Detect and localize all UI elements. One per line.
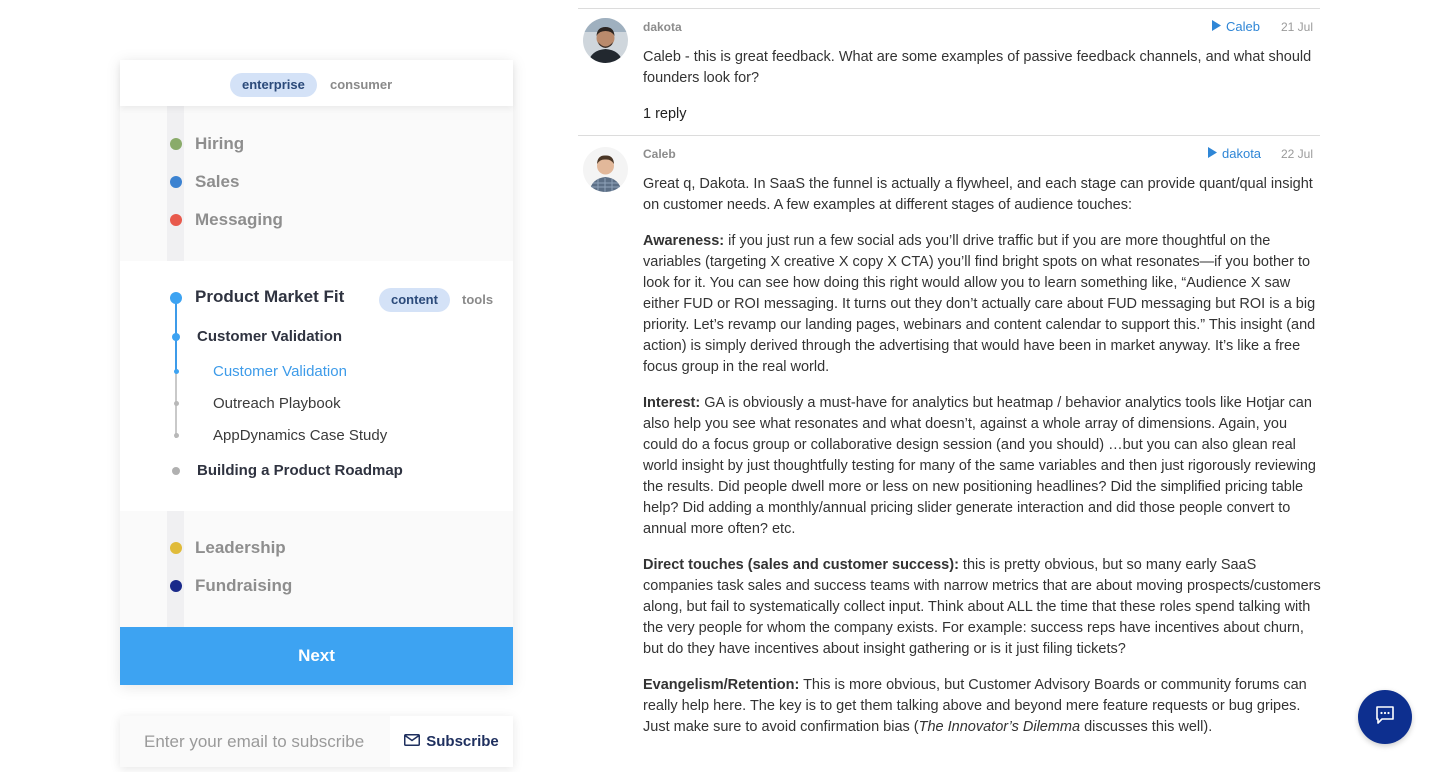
stage-sales[interactable]: Sales — [195, 172, 240, 191]
item-dot-customer-validation — [174, 369, 179, 374]
comment-body — [643, 174, 1323, 753]
stage-dot-product-market-fit — [170, 292, 182, 304]
item-customer-validation[interactable]: Customer Validation — [213, 363, 347, 380]
subsection-customer-validation[interactable]: Customer Validation — [197, 328, 343, 345]
pmf-tab-tools[interactable]: tools — [462, 292, 494, 307]
comment-paragraph: Caleb - this is great feedback. What are some examples of passive feedback channels, and what should founders look for? — [643, 49, 1312, 86]
envelope-icon — [404, 733, 420, 750]
comment-paragraph-interest — [643, 393, 1323, 540]
paragraph-heading: Awareness: — [643, 233, 725, 249]
comment-body — [643, 47, 1313, 104]
comment-date: 22 Jul — [1281, 147, 1314, 161]
stage-hiring[interactable]: Hiring — [195, 134, 245, 153]
item-dot-outreach-playbook — [174, 401, 179, 406]
paragraph-heading: Interest: — [643, 395, 701, 411]
comment-author[interactable]: Caleb — [643, 147, 676, 161]
reply-to-name: Caleb — [1226, 19, 1260, 34]
stage-dot-sales — [170, 176, 182, 188]
subscribe-button[interactable] — [390, 716, 513, 767]
comment-paragraph-evangelism — [643, 675, 1323, 738]
comment-date: 21 Jul — [1281, 20, 1314, 34]
play-icon — [1208, 146, 1217, 161]
stage-dot-leadership — [170, 542, 182, 554]
next-button[interactable]: Next — [120, 627, 513, 685]
paragraph-heading: Evangelism/Retention: — [643, 677, 800, 693]
stage-dot-fundraising — [170, 580, 182, 592]
reply-to-link[interactable] — [1212, 19, 1260, 34]
paragraph-heading: Direct touches (sales and customer success): — [643, 557, 959, 573]
subsection-dot-product-roadmap — [172, 467, 180, 475]
replies-toggle[interactable]: 1 reply — [643, 106, 687, 122]
stage-dot-messaging — [170, 214, 182, 226]
stage-messaging[interactable]: Messaging — [195, 210, 283, 229]
book-title: The Innovator’s Dilemma — [918, 719, 1081, 735]
stage-nav-card — [120, 60, 513, 685]
reply-to-link[interactable] — [1208, 146, 1261, 161]
stage-leadership[interactable]: Leadership — [195, 538, 286, 557]
comment-paragraph: Great q, Dakota. In SaaS the funnel is actually a flywheel, and each stage can provide quant/qual insight on customer needs. A few examples at different stages of audience touches: — [643, 176, 1313, 213]
segment-tab-enterprise[interactable]: enterprise — [230, 73, 317, 97]
comment-paragraph-direct-touches — [643, 555, 1323, 660]
subsection-building-product-roadmap[interactable]: Building a Product Roadmap — [197, 462, 403, 479]
pmf-tab-content[interactable]: content — [379, 288, 450, 312]
comment-divider — [578, 8, 1320, 9]
avatar-caleb[interactable] — [583, 147, 628, 192]
comment-author[interactable]: dakota — [643, 20, 682, 34]
comment-divider — [578, 135, 1320, 136]
paragraph-text: GA is obviously a must-have for analytics but heatmap / behavior analytics tools like Hotjar can also help you see what resonates and what doesn’t, against a whole array of dimensions. Again, you could do a focus group or collaborative design session (and you should) …but you can also glean real world insight by just thoughtfully testing for many of the same variables and then just rigorously reviewing the results. Did people dwell more or less on new positioning headlines? Did the simplified pricing table help? Did adding a monthly/annual pricing slider generate interaction and did those people convert to annual more often? etc. — [643, 395, 1316, 537]
reply-to-name: dakota — [1222, 146, 1262, 161]
email-subscribe-input[interactable] — [120, 716, 390, 767]
stage-panel-product-market-fit — [120, 261, 513, 511]
paragraph-tail: discusses this well). — [1080, 719, 1213, 735]
play-icon — [1212, 19, 1221, 34]
paragraph-text: if you just run a few social ads you’ll drive traffic but if you are more thoughtful on the variables (targeting X creative X copy X CTA) you’ll find bright spots on what resonates—if you bother to look for it. You can see how doing this right would allow you to learn something like, “Audience X saw either FUD or ROI messaging. It turns out they don’t actually care about FUD messaging but ROI is a big priority. Let’s revamp our landing pages, webinars and content calendar to support this.” This insight (and action) is simply derived through the advertising that would have been in market anyway. It’s like a free focus group in the real world. — [643, 233, 1316, 375]
chat-button[interactable] — [1358, 690, 1412, 744]
item-appdynamics-case-study[interactable]: AppDynamics Case Study — [213, 427, 388, 444]
stage-fundraising[interactable]: Fundraising — [195, 576, 293, 595]
segment-switcher — [120, 60, 513, 106]
item-dot-appdynamics-case-study — [174, 433, 179, 438]
subscribe-button-label: Subscribe — [426, 733, 499, 750]
paragraph-text: This is more obvious, but Customer Advisory Boards or community forums can really help here. The key is to get them talking above and beyond mere feature requests or bug gripes. Just make sure to avoid confirmation bias ( — [643, 677, 1307, 735]
paragraph-text: this is pretty obvious, but so many early SaaS companies task sales and success teams with narrow metrics that are about moving prospects/customers along, but fail to systematically collect input. Think about ALL the time that these roles spend talking with the very people for whom the company exists. For example: success reps have incentives about churn, but do they have incentives about insight gathering or is it just filing tickets? — [643, 557, 1321, 657]
segment-tab-consumer[interactable]: consumer — [330, 77, 393, 92]
stage-dot-hiring — [170, 138, 182, 150]
item-outreach-playbook[interactable]: Outreach Playbook — [213, 395, 341, 412]
subsection-dot-customer-validation — [172, 333, 180, 341]
chat-bubble-icon — [1374, 704, 1396, 731]
avatar-dakota[interactable] — [583, 18, 628, 63]
subscribe-form — [120, 716, 513, 767]
stage-product-market-fit[interactable]: Product Market Fit — [195, 287, 345, 306]
comment-paragraph-awareness — [643, 231, 1323, 378]
